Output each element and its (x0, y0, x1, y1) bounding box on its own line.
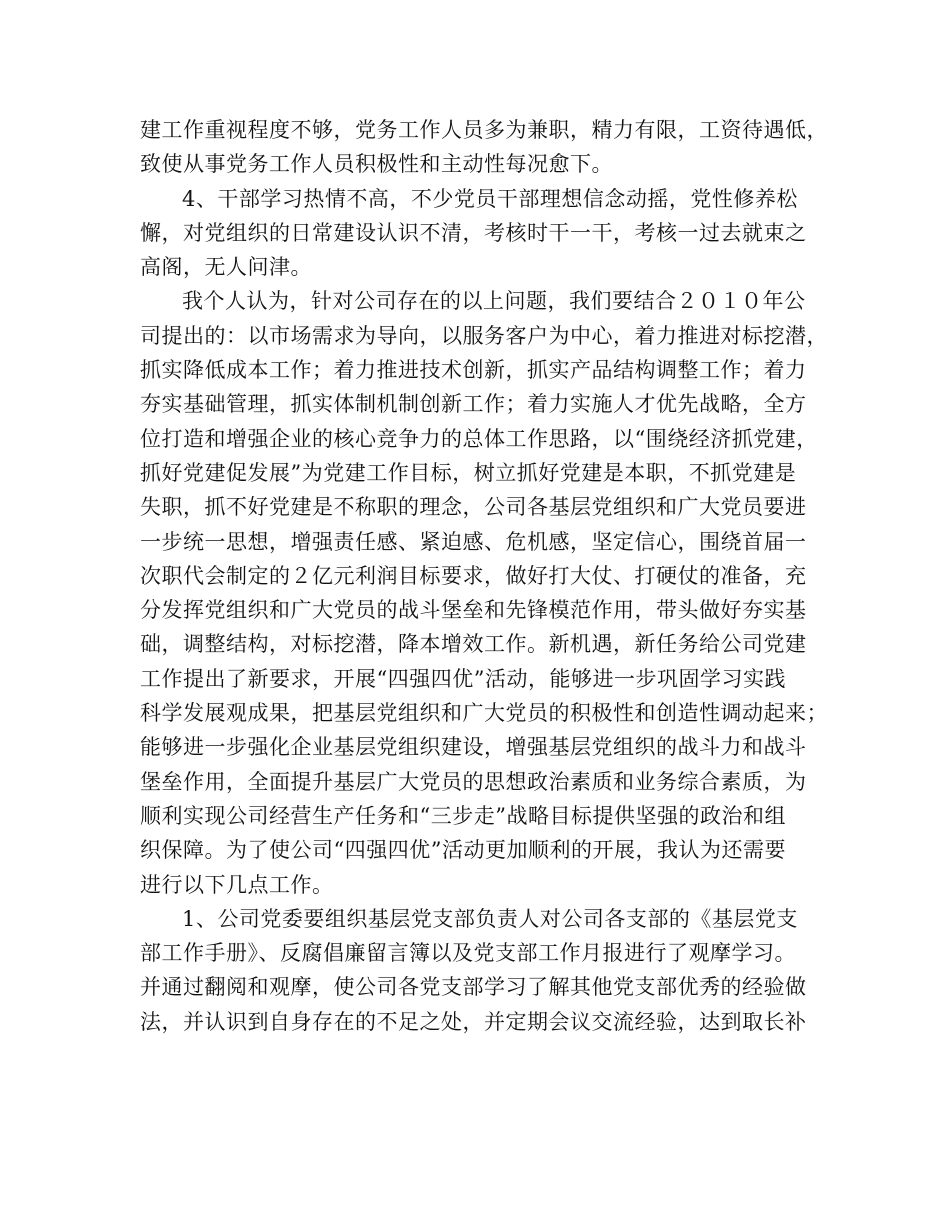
text-line: 进行以下几点工作。 (140, 872, 334, 897)
text-line: 位打造和增强企业的核心竞争力的总体工作思路，以“围绕经济抓党建， (140, 426, 818, 451)
text-line: 法，并认识到自身存在的不足之处，并定期会议交流经验，达到取长补 (140, 1009, 807, 1034)
text-line: 1、公司党委要组织基层党支部负责人对公司各支部的《基层党支 (182, 906, 798, 931)
text-line: 抓好党建促发展”为党建工作目标，树立抓好党建是本职，不抓党建是 (140, 460, 797, 485)
text-line: 部工作手册》、反腐倡廉留言簿以及党支部工作月报进行了观摩学习。 (140, 941, 796, 966)
text-line: 工作提出了新要求，开展“四强四优”活动，能够进一步巩固学习实践 (140, 666, 786, 691)
text-line: 懈，对党组织的日常建设认识不清，考核时干一干，考核一过去就束之 (140, 220, 807, 245)
text-line: 失职，抓不好党建是不称职的理念，公司各基层党组织和广大党员要进 (140, 495, 807, 520)
text-line: 4、干部学习热情不高，不少党员干部理想信念动摇，党性修养松 (182, 186, 798, 211)
text-line: 并通过翻阅和观摩，使公司各党支部学习了解其他党支部优秀的经验做 (140, 975, 807, 1000)
text-line: 堡垒作用，全面提升基层广大党员的思想政治素质和业务综合素质，为 (140, 769, 807, 794)
text-line: 分发挥党组织和广大党员的战斗堡垒和先锋模范作用，带头做好夯实基 (140, 598, 807, 623)
text-line: 抓实降低成本工作；着力推进技术创新，抓实产品结构调整工作；着力 (140, 358, 807, 383)
text-line: 建工作重视程度不够，党务工作人员多为兼职，精力有限，工资待遇低， (140, 118, 828, 142)
text-line: 能够进一步强化企业基层党组织建设，增强基层党组织的战斗力和战斗 (140, 735, 807, 760)
text-line: 一步统一思想，增强责任感、紧迫感、危机感，坚定信心，围绕首届一 (140, 529, 807, 554)
text-line: 高阁，无人问津。 (140, 255, 312, 280)
text-line: 础，调整结构，对标挖潜，降本增效工作。新机遇，新任务给公司党建 (140, 632, 807, 657)
text-line: 科学发展观成果，把基层党组织和广大党员的积极性和创造性调动起来； (140, 701, 828, 726)
text-line: 致使从事党务工作人员积极性和主动性每况愈下。 (140, 152, 613, 177)
text-line: 夯实基础管理，抓实体制机制创新工作；着力实施人才优先战略，全方 (140, 392, 807, 417)
text-line: 我个人认为，针对公司存在的以上问题，我们要结合２０１０年公 (182, 289, 806, 314)
text-line: 司提出的：以市场需求为导向，以服务客户为中心，着力推进对标挖潜， (140, 323, 828, 348)
text-line: 次职代会制定的２亿元利润目标要求，做好打大仗、打硬仗的准备，充 (140, 563, 807, 588)
document-page (140, 113, 840, 1039)
text-line: 织保障。为了使公司“四强四优”活动更加顺利的开展，我认为还需要 (140, 838, 786, 863)
text-line: 顺利实现公司经营生产任务和“三步走”战略目标提供坚强的政治和组 (140, 803, 786, 828)
